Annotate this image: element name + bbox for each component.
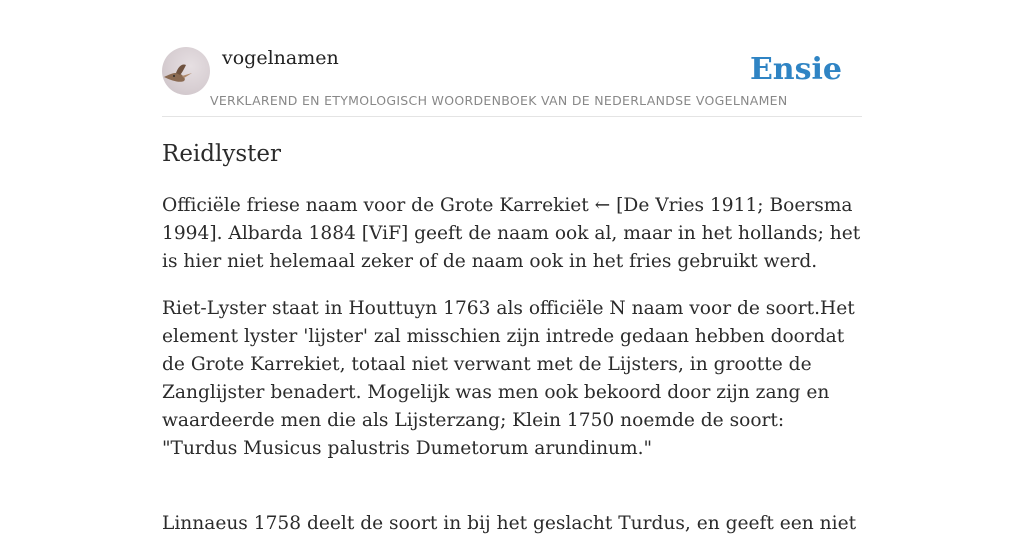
article-paragraph: Riet-Lyster staat in Houttuyn 1763 als officiële N naam voor de soort.Het element lyster 'lijster' zal misschien zijn intrede gedaan hebben doordat de Grote Karrekiet, totaal niet verwant met de Lijsters, in grootte de Zanglijster benadert. Mogelijk was men ook bekoord door zijn zang en waardeerde men die als Lijsterzang; Klein 1750 noemde de soort: "Turdus Musicus palustris Dumetorum arundinum.": [162, 298, 855, 459]
site-header: [162, 0, 862, 117]
article: [162, 138, 862, 557]
site-subtitle: VERKLAREND EN ETYMOLOGISCH WOORDENBOEK VAN DE NEDERLANDSE VOGELNAMEN: [210, 93, 788, 108]
site-name[interactable]: vogelnamen: [222, 47, 339, 69]
ensie-logo-link[interactable]: Ensie: [749, 52, 842, 87]
avatar-bird-graphic: [162, 47, 210, 95]
bird-photo-icon[interactable]: [162, 47, 210, 95]
article-paragraph: Linnaeus 1758 deelt de soort in bij het geslacht Turdus, en geeft een niet: [162, 513, 857, 534]
article-paragraph: Officiële friese naam voor de Grote Karrekiet ← [De Vries 1911; Boersma 1994]. Albarda 1884 [ViF] geeft de naam ook al, maar in het hollands; het is hier niet helemaal zeker of de naam ook in het fries gebruikt werd.: [162, 195, 861, 272]
paragraph-spacer: [162, 482, 862, 510]
page-title: Reidlyster: [162, 141, 282, 167]
